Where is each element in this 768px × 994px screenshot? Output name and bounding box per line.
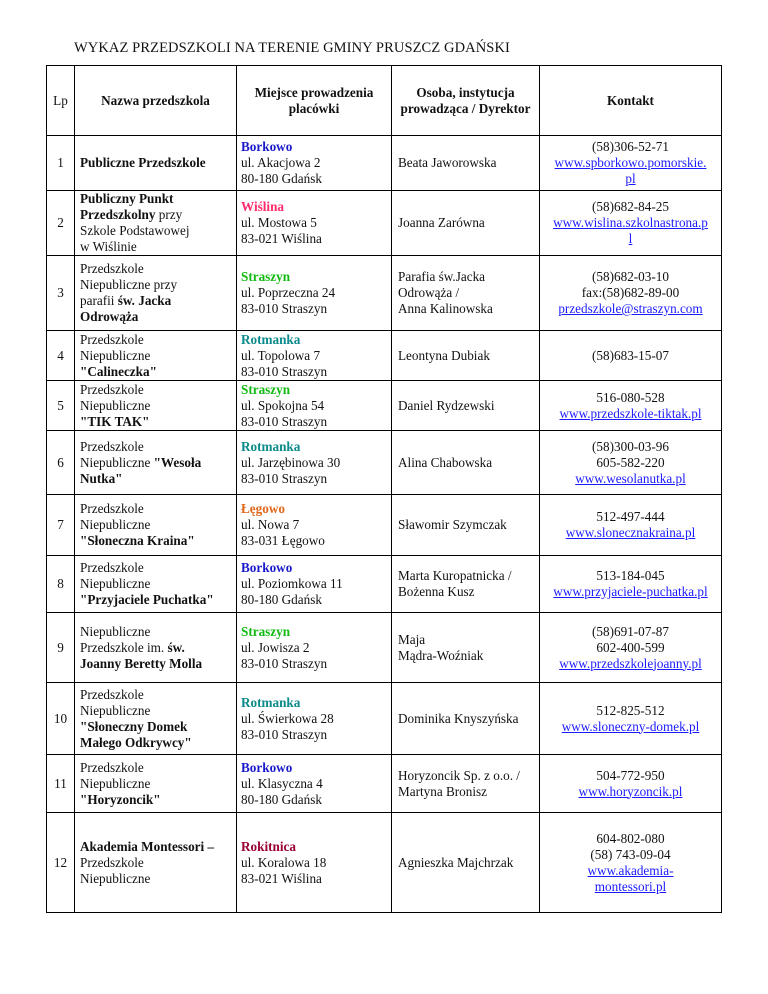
kindergarten-name [75, 431, 237, 495]
phone-number: 604-802-080 [596, 830, 665, 846]
name-line: Niepubliczne [80, 775, 151, 791]
director [392, 136, 540, 191]
row-number: 1 [47, 136, 75, 191]
phone-number: (58)300-03-96 [592, 438, 669, 454]
director-line: Bożenna Kusz [398, 584, 475, 599]
website-link[interactable]: przedszkole@straszyn.com [558, 301, 703, 316]
contact [540, 683, 722, 755]
kindergarten-address [237, 556, 392, 613]
town-name: Straszyn [241, 623, 291, 639]
address-line: 83-021 Wiślina [241, 231, 322, 246]
contact [540, 495, 722, 556]
address-line: ul. Poprzeczna 24 [241, 285, 336, 300]
address-line: 83-010 Straszyn [241, 413, 328, 429]
director [392, 613, 540, 683]
kindergarten-address [237, 495, 392, 556]
row-number: 9 [47, 613, 75, 683]
name-line: Niepubliczne [80, 517, 151, 532]
kindergarten-address [237, 191, 392, 256]
name-line: "Horyzoncik" [80, 791, 161, 807]
address-line: ul. Jowisza 2 [241, 639, 310, 655]
kindergarten-name [75, 556, 237, 613]
row-number: 10 [47, 683, 75, 755]
row-number: 6 [47, 431, 75, 495]
name-line: Przedszkole [80, 686, 144, 702]
address-line: 83-021 Wiślina [241, 870, 322, 886]
town-name: Borkowo [241, 759, 293, 775]
director-line: Marta Kuropatnicka / [398, 568, 512, 583]
phone-number: 602-400-599 [596, 639, 665, 655]
table-row [47, 331, 722, 381]
kindergarten-name [75, 495, 237, 556]
kindergarten-address [237, 683, 392, 755]
name-line: Niepubliczne przy [80, 277, 178, 292]
name-line: Przedszkole [80, 501, 144, 516]
table-row [47, 381, 722, 431]
name-line: parafii św. Jacka [80, 293, 172, 308]
kindergarten-address [237, 381, 392, 431]
director [392, 495, 540, 556]
header-name: Nazwa przedszkola [75, 66, 237, 136]
name-line: Przedszkole im. św. [80, 639, 185, 655]
name-line: Przedszkole [80, 560, 144, 575]
row-number: 4 [47, 331, 75, 381]
document-title: WYKAZ PRZEDSZKOLI NA TERENIE GMINY PRUSZCZ GDAŃSKI [74, 40, 510, 56]
town-name: Rotmanka [241, 438, 301, 454]
name-line: Niepubliczne [80, 870, 151, 886]
address-line: 83-031 Łęgowo [241, 533, 325, 548]
phone-number: 516-080-528 [596, 389, 665, 405]
website-link[interactable]: www.przedszkolejoanny.pl [559, 655, 702, 671]
name-line: Przedszkole [80, 438, 144, 454]
address-line: 80-180 Gdańsk [241, 791, 322, 807]
header-lp: Lp [47, 66, 75, 136]
phone-number: 513-184-045 [596, 568, 665, 583]
address-line: ul. Jarzębinowa 30 [241, 454, 341, 470]
name-line: Publiczne Przedszkole [80, 155, 206, 170]
kindergarten-name [75, 331, 237, 381]
contact [540, 431, 722, 495]
name-line: Niepubliczne [80, 397, 151, 413]
director [392, 381, 540, 431]
name-line: Przedszkolny przy [80, 207, 183, 222]
table-row [47, 256, 722, 331]
row-number: 5 [47, 381, 75, 431]
kindergarten-name [75, 256, 237, 331]
name-line: "Słoneczny Domek [80, 718, 188, 734]
website-link[interactable]: www.horyzoncik.pl [578, 783, 683, 799]
phone-number: (58)682-03-10 [592, 269, 669, 284]
website-link[interactable]: www.slonecznakraina.pl [565, 525, 696, 540]
table-row [47, 495, 722, 556]
name-line: Odrowąża [80, 309, 139, 324]
name-line: Przedszkole [80, 261, 144, 276]
director-line: Dominika Knyszyńska [398, 710, 519, 726]
website-link[interactable]: www.wislina.szkolnastrona.p [553, 215, 708, 230]
contact [540, 613, 722, 683]
name-line: Przedszkole [80, 331, 144, 347]
website-link[interactable]: pl [625, 171, 636, 186]
name-line: Niepubliczne [80, 623, 151, 639]
kindergarten-name [75, 613, 237, 683]
name-line: Joanny Beretty Molla [80, 655, 203, 671]
town-name: Borkowo [241, 560, 293, 575]
row-number: 2 [47, 191, 75, 256]
name-line: "TIK TAK" [80, 413, 150, 429]
kindergarten-address [237, 256, 392, 331]
contact [540, 556, 722, 613]
website-link[interactable]: www.spborkowo.pomorskie. [554, 155, 707, 170]
phone-number: 605-582-220 [596, 454, 665, 470]
address-line: 83-010 Straszyn [241, 655, 328, 671]
table-row [47, 556, 722, 613]
director-line: Mądra-Woźniak [398, 647, 484, 663]
address-line: 80-180 Gdańsk [241, 592, 322, 607]
town-name: Rotmanka [241, 331, 301, 347]
director [392, 331, 540, 381]
name-line: Nutka" [80, 470, 123, 486]
contact [540, 256, 722, 331]
director-line: Odrowąża / [398, 285, 460, 300]
address-line: ul. Nowa 7 [241, 517, 300, 532]
website-link[interactable]: www.akademia- [587, 862, 674, 878]
kindergarten-name [75, 136, 237, 191]
phone-number: (58)691-07-87 [592, 623, 669, 639]
website-link[interactable]: www.sloneczny-domek.pl [561, 718, 700, 734]
director-line: Joanna Zarówna [398, 215, 485, 230]
row-number: 3 [47, 256, 75, 331]
director-line: Parafia św.Jacka [398, 269, 486, 284]
row-number: 11 [47, 755, 75, 813]
address-line: ul. Poziomkowa 11 [241, 576, 343, 591]
header-contact: Kontakt [540, 66, 722, 136]
name-line: Przedszkole [80, 381, 144, 397]
row-number: 8 [47, 556, 75, 613]
director-line: Maja [398, 631, 426, 647]
website-link[interactable]: l [628, 231, 633, 246]
kindergarten-table [46, 65, 722, 913]
kindergarten-address [237, 755, 392, 813]
town-name: Wiślina [241, 199, 285, 214]
phone-number: (58)306-52-71 [592, 139, 669, 154]
name-line: Publiczny Punkt [80, 191, 174, 206]
name-line: Przedszkole [80, 854, 144, 870]
table-header-row [47, 66, 722, 136]
table-row [47, 813, 722, 913]
contact [540, 136, 722, 191]
town-name: Rotmanka [241, 694, 301, 710]
kindergarten-name [75, 755, 237, 813]
website-link[interactable]: www.przyjaciele-puchatka.pl [553, 584, 708, 599]
table-row [47, 136, 722, 191]
contact [540, 191, 722, 256]
address-line: 83-010 Straszyn [241, 301, 328, 316]
director [392, 191, 540, 256]
town-name: Łęgowo [241, 501, 285, 516]
address-line: 83-010 Straszyn [241, 363, 328, 379]
kindergarten-name [75, 683, 237, 755]
header-place: Miejsce prowadzenia placówki [237, 66, 392, 136]
address-line: ul. Klasyczna 4 [241, 775, 323, 791]
town-name: Straszyn [241, 269, 291, 284]
phone-number: (58)682-84-25 [592, 199, 669, 214]
kindergarten-address [237, 613, 392, 683]
address-line: ul. Świerkowa 28 [241, 710, 334, 726]
address-line: 80-180 Gdańsk [241, 171, 322, 186]
director-line: Agnieszka Majchrzak [398, 854, 514, 870]
row-number: 7 [47, 495, 75, 556]
phone-number: 512-825-512 [596, 702, 665, 718]
kindergarten-address [237, 813, 392, 913]
address-line: 83-010 Straszyn [241, 726, 328, 742]
address-line: 83-010 Straszyn [241, 470, 328, 486]
director [392, 256, 540, 331]
contact [540, 755, 722, 813]
town-name: Straszyn [241, 381, 291, 397]
website-link[interactable]: www.przedszkole-tiktak.pl [559, 405, 702, 421]
name-line: Szkole Podstawowej [80, 223, 190, 238]
contact [540, 813, 722, 913]
town-name: Borkowo [241, 139, 293, 154]
director-line: Martyna Bronisz [398, 783, 487, 799]
director-line: Sławomir Szymczak [398, 517, 507, 532]
address-line: ul. Spokojna 54 [241, 397, 325, 413]
phone-number: 504-772-950 [596, 767, 665, 783]
phone-number: (58) 743-09-04 [590, 846, 671, 862]
name-line: "Słoneczna Kraina" [80, 533, 195, 548]
name-line: "Przyjaciele Puchatka" [80, 592, 214, 607]
table-row [47, 191, 722, 256]
header-owner: Osoba, instytucja prowadząca / Dyrektor [392, 66, 540, 136]
table-row [47, 613, 722, 683]
director-line: Daniel Rydzewski [398, 397, 495, 413]
website-link[interactable]: www.wesolanutka.pl [575, 470, 686, 486]
director-line: Anna Kalinowska [398, 301, 493, 316]
name-line: Niepubliczne [80, 576, 151, 591]
name-line: Niepubliczne [80, 702, 151, 718]
name-line: Niepubliczne "Wesoła [80, 454, 202, 470]
kindergarten-address [237, 431, 392, 495]
director [392, 556, 540, 613]
name-line: Małego Odkrywcy" [80, 734, 192, 750]
table-row [47, 431, 722, 495]
name-line: Przedszkole [80, 759, 144, 775]
director [392, 431, 540, 495]
row-number: 12 [47, 813, 75, 913]
name-line: Niepubliczne [80, 347, 151, 363]
name-line: Akademia Montessori – [80, 838, 215, 854]
director [392, 813, 540, 913]
phone-number: (58)683-15-07 [592, 347, 669, 363]
town-name: Rokitnica [241, 838, 296, 854]
address-line: ul. Koralowa 18 [241, 854, 327, 870]
kindergarten-address [237, 331, 392, 381]
table-row [47, 683, 722, 755]
phone-number: fax:(58)682-89-00 [581, 285, 680, 300]
director-line: Beata Jaworowska [398, 155, 497, 170]
director [392, 755, 540, 813]
kindergarten-name [75, 813, 237, 913]
phone-number: 512-497-444 [596, 509, 665, 524]
director-line: Alina Chabowska [398, 454, 493, 470]
website-link[interactable]: montessori.pl [594, 878, 667, 894]
name-line: "Calineczka" [80, 363, 157, 379]
contact [540, 331, 722, 381]
contact [540, 381, 722, 431]
address-line: ul. Topolowa 7 [241, 347, 321, 363]
director [392, 683, 540, 755]
director-line: Leontyna Dubiak [398, 347, 490, 363]
address-line: ul. Mostowa 5 [241, 215, 317, 230]
address-line: ul. Akacjowa 2 [241, 155, 321, 170]
director-line: Horyzoncik Sp. z o.o. / [398, 767, 520, 783]
name-line: w Wiślinie [80, 239, 137, 254]
table-row [47, 755, 722, 813]
kindergarten-address [237, 136, 392, 191]
kindergarten-name [75, 191, 237, 256]
kindergarten-name [75, 381, 237, 431]
